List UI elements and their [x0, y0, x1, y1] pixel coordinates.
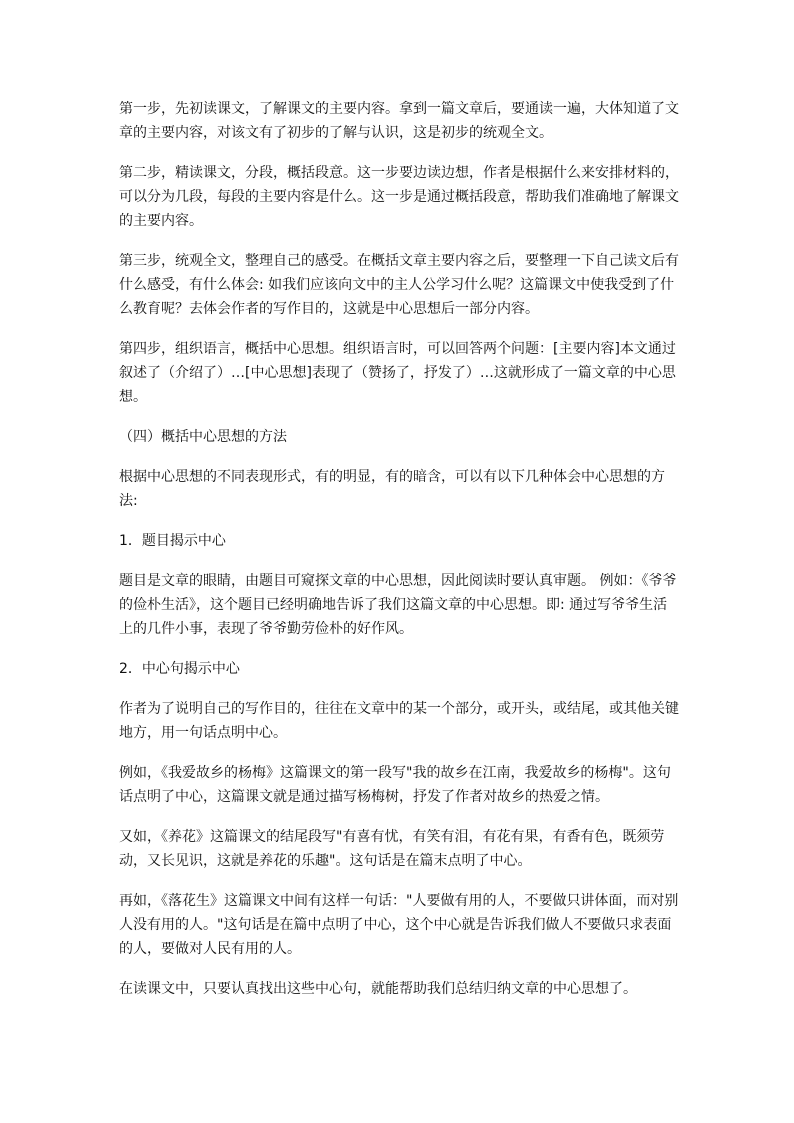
paragraph-example-one: 例如，《我爱故乡的杨梅》这篇课文的第一段写"我的故乡在江南，我爱故乡的杨梅"。这句话点明了中心，这篇课文就是通过描写杨梅树，抒发了作者对故乡的热爱之情。	[119, 765, 671, 805]
paragraph-title-reveals: 题目是文章的眼睛，由题目可窥探文章的中心思想，因此阅读时要认真审题。 例如：《爷爷的俭朴生活》，这个题目已经明确地告诉了我们这篇文章的中心思想。即: 通过写爷爷生活上的几件小事，表现了爷爷勤劳俭朴的好作风。	[119, 573, 677, 637]
subheading-title-reveals: 1．题目揭示中心	[119, 533, 226, 549]
paragraph-central-sentence: 作者为了说明自己的写作目的，往往在文章中的某一个部分，或开头，或结尾，或其他关键地方，用一句话点明中心。	[119, 701, 679, 741]
paragraph-methods-intro: 根据中心思想的不同表现形式，有的明显，有的暗含，可以有以下几种体会中心思想的方法:	[119, 469, 665, 509]
section-heading-methods: （四）概括中心思想的方法	[119, 429, 287, 445]
paragraph-example-three: 再如，《落花生》这篇课文中间有这样一句话："人要做有用的人，不要做只讲体面，而对别人没有用的人。"这句话是在篇中点明了中心，这个中心就是告诉我们做人不要做只求表面的人，要做对人民有用的人。	[119, 893, 679, 957]
paragraph-step-four: 第四步，组织语言，概括中心思想。组织语言时，可以回答两个问题：[主要内容]本文通过叙述了（介绍了）…[中心思想]表现了（赞扬了，抒发了）…这就形成了一篇文章的中心思想。	[119, 341, 676, 405]
paragraph-example-two: 又如，《养花》这篇课文的结尾段写"有喜有忧，有笑有泪，有花有果，有香有色，既须劳动，又长见识，这就是养花的乐趣"。这句话是在篇末点明了中心。	[119, 829, 665, 869]
document-body	[119, 97, 679, 1017]
paragraph-conclusion: 在读课文中，只要认真找出这些中心句，就能帮助我们总结归纳文章的中心思想了。	[119, 981, 637, 997]
subheading-central-sentence: 2．中心句揭示中心	[119, 661, 240, 677]
paragraph-step-two: 第二步，精读课文，分段，概括段意。这一步要边读边想，作者是根据什么来安排材料的，可以分为几段，每段的主要内容是什么。这一步是通过概括段意，帮助我们准确地了解课文的主要内容。	[119, 165, 679, 229]
paragraph-step-one: 第一步，先初读课文，了解课文的主要内容。拿到一篇文章后，要通读一遍，大体知道了文章的主要内容，对该文有了初步的了解与认识，这是初步的统观全文。	[119, 101, 679, 141]
paragraph-step-three: 第三步，统观全文，整理自己的感受。在概括文章主要内容之后，要整理一下自己读文后有什么感受，有什么体会: 如我们应该向文中的主人公学习什么呢？这篇课文中使我受到了什么教育呢？去体会作者的写作目的，这就是中心思想后一部分内容。	[119, 253, 679, 317]
